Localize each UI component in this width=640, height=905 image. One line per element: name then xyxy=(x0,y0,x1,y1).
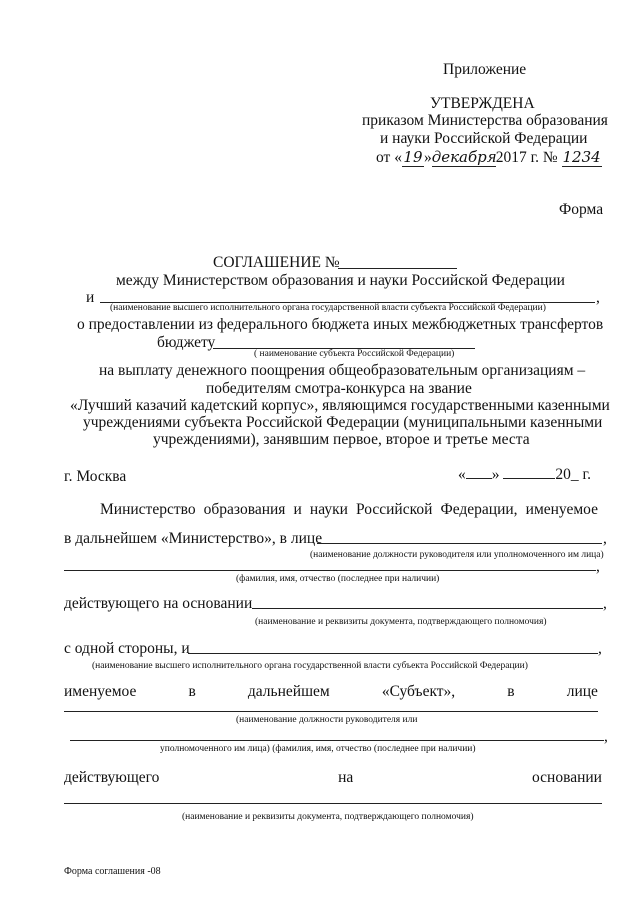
named-word: именуемое xyxy=(64,683,137,700)
fio-comma: , xyxy=(596,558,600,575)
position-caption: (наименование должности руководителя или уполномоченного им лица) xyxy=(310,550,604,560)
subject-named-line xyxy=(64,683,598,701)
named-word: в xyxy=(188,683,196,700)
acting-word: действующего xyxy=(64,769,160,786)
subject-authority-line xyxy=(188,653,598,654)
authority-caption: (наименование высшего исполнительного органа государственной власти субъекта Российской Федерации) xyxy=(92,661,528,671)
subject-fio-line xyxy=(70,740,604,741)
subject-acting-line xyxy=(64,769,602,787)
named-word: дальнейшем xyxy=(247,683,330,700)
appendix-label: Приложение xyxy=(443,61,527,78)
and-prefix: и xyxy=(86,289,95,306)
day-blank xyxy=(466,478,492,479)
city-label: г. Москва xyxy=(64,468,127,485)
date-mid: » xyxy=(423,149,432,166)
form-footer: Форма соглашения -08 xyxy=(64,866,161,877)
order-line-2: и науки Российской Федерации xyxy=(380,130,588,147)
ministry-rep-prefix: в дальнейшем «Министерство», в лице xyxy=(64,530,323,547)
ministry-fio-line xyxy=(64,570,596,571)
order-line-1: приказом Министерства образования xyxy=(362,112,608,129)
order-date-line xyxy=(376,148,602,167)
year-label: 20_ г. xyxy=(555,466,591,483)
purpose-line-1: на выплату денежного поощрения общеобразовательным организациям – xyxy=(99,362,586,379)
sign-date xyxy=(458,466,591,484)
named-word: «Субъект», xyxy=(381,683,456,700)
budget-prefix: бюджету xyxy=(157,334,216,351)
date-open-quote: « xyxy=(458,466,466,483)
agreement-number-line xyxy=(338,268,457,269)
date-prefix: от « xyxy=(376,149,402,166)
acting-basis-label: действующего на основании xyxy=(64,595,253,612)
provision-line: о предоставлении из федерального бюджета иных межбюджетных трансфертов xyxy=(77,316,604,333)
ministry-position-line xyxy=(317,543,602,544)
party-caption: (наименование высшего исполнительного органа государственной власти субъекта Российской Федерации) xyxy=(110,303,546,313)
purpose-line-3: «Лучший казачий кадетский корпус», являющимся государственными казенными xyxy=(70,397,610,414)
doc-caption: (наименование и реквизиты документа, подтверждающего полномочия) xyxy=(255,617,547,627)
ministry-comma: , xyxy=(603,530,607,547)
budget-caption: ( наименование субъекта Российской Федерации) xyxy=(254,349,455,359)
order-number: 1234 xyxy=(562,148,601,166)
subject-position-line xyxy=(64,711,598,712)
named-word: в xyxy=(507,683,515,700)
acting-word: основании xyxy=(532,769,602,786)
purpose-line-5: учреждениями), занявшим первое, второе и третье места xyxy=(153,431,530,448)
purpose-line-2: победителям смотра-конкурса на звание xyxy=(206,380,472,397)
date-year: 2017 г. № xyxy=(495,149,558,166)
approved-label: УТВЕРЖДЕНА xyxy=(430,95,535,112)
subject-doc-line xyxy=(64,803,602,804)
date-close-quote: » xyxy=(491,466,500,483)
agreement-title: СОГЛАШЕНИЕ № xyxy=(213,254,340,271)
position-caption-2: (наименование должности руководителя или xyxy=(236,715,418,725)
authority-comma: , xyxy=(598,640,602,657)
purpose-line-4: учреждениями субъекта Российской Федерации (муниципальными казенными xyxy=(83,414,603,431)
position-caption-3: уполномоченного им лица) (фамилия, имя, отчество (последнее при наличии) xyxy=(160,744,476,754)
named-word: лице xyxy=(566,683,598,700)
doc-comma: , xyxy=(603,595,607,612)
fio-caption: (фамилия, имя, отчество (последнее при наличии) xyxy=(236,574,440,584)
form-label: Форма xyxy=(559,201,604,218)
date-month: декабря xyxy=(431,148,497,166)
subject-fio-comma: , xyxy=(604,728,608,745)
acting-word: на xyxy=(338,769,354,786)
body-para-1: Министерство образования и науки Российской Федерации, именуемое xyxy=(100,501,598,518)
ministry-doc-line xyxy=(252,608,603,609)
between-line: между Министерством образования и науки Российской Федерации xyxy=(116,272,565,289)
one-side-label: с одной стороны, и xyxy=(64,640,190,657)
doc-caption-2: (наименование и реквизиты документа, подтверждающего полномочия) xyxy=(182,812,474,822)
date-day: 19 xyxy=(403,148,423,166)
month-blank xyxy=(503,478,555,479)
party-comma: , xyxy=(596,289,600,306)
